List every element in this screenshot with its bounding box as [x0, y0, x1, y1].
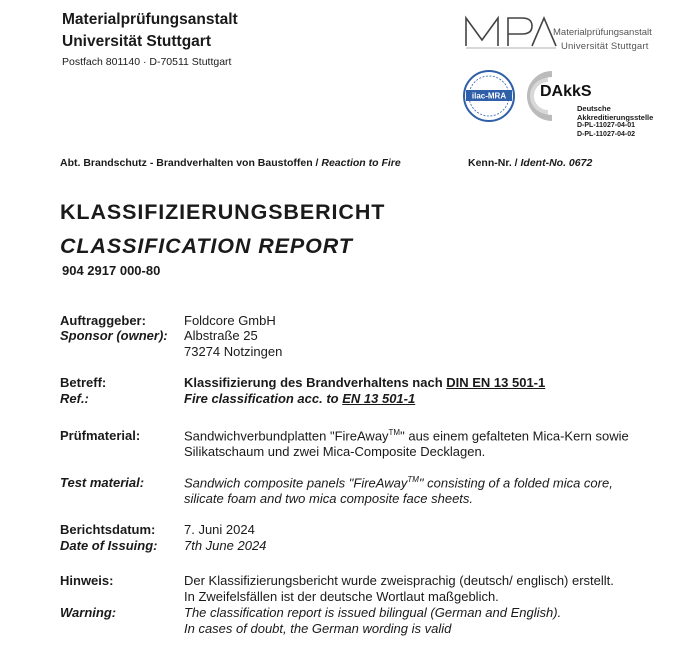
ref-de-norm: DIN EN 13 501-1 — [446, 375, 546, 390]
ref-en-norm: EN 13 501-1 — [342, 391, 416, 406]
material-label-en: Test material: — [60, 475, 145, 490]
report-number: 904 2917 000-80 — [62, 263, 161, 278]
note-de-line2: In Zweifelsfällen ist der deutsche Wortlaut maßgeblich. — [184, 589, 499, 604]
date-en: 7th June 2024 — [184, 538, 267, 553]
ref-label-en: Ref.: — [60, 391, 89, 406]
ref-en — [184, 391, 415, 406]
sponsor-label-de: Auftraggeber: — [60, 313, 146, 328]
material-en-1b: " consisting of a folded mica core, — [418, 475, 613, 491]
report-title-de: KLASSIFIZIERUNGSBERICHT — [60, 200, 386, 224]
date-label-en: Date of Issuing: — [60, 538, 158, 553]
department-en: Reaction to Fire — [321, 157, 401, 169]
dakks-title: DAkkS — [540, 83, 592, 100]
dakks-subtitle-2: Akkreditierungsstelle — [577, 113, 654, 122]
ref-de-prefix: Klassifizierung des Brandverhaltens nach — [184, 375, 447, 390]
mpa-logo-icon — [462, 12, 558, 54]
material-de-1a: Sandwichverbundplatten "FireAway — [184, 428, 389, 444]
note-de-line1: Der Klassifizierungsbericht wurde zweisprachig (deutsch/ englisch) erstellt. — [184, 573, 614, 588]
sponsor-name: Foldcore GmbH — [184, 313, 276, 328]
mpa-name-line1: Materialprüfungsanstalt — [553, 27, 652, 38]
ref-label-de: Betreff: — [60, 375, 107, 390]
date-de: 7. Juni 2024 — [184, 522, 255, 537]
note-en-line2: In cases of doubt, the German wording is valid — [184, 621, 452, 636]
sponsor-street: Albstraße 25 — [184, 328, 258, 343]
report-title-en: CLASSIFICATION REPORT — [60, 234, 353, 258]
ident-number — [468, 157, 592, 169]
material-de-1b: " aus einem gefalteten Mica-Kern sowie — [400, 428, 629, 444]
mpa-name-line2: Universität Stuttgart — [561, 41, 649, 52]
org-name-line2: Universität Stuttgart — [62, 33, 211, 50]
trademark-mark-en: TM — [407, 475, 419, 484]
ref-de — [184, 375, 545, 390]
material-en-line2: silicate foam and two mica composite face sheets. — [184, 491, 474, 506]
note-en-line1: The classification report is issued bilingual (German and English). — [184, 605, 562, 620]
dakks-id-1: D-PL-11027-04-01 — [577, 122, 635, 129]
svg-text:ilac-MRA: ilac-MRA — [471, 91, 507, 101]
material-de-line1 — [184, 428, 629, 443]
department-line — [60, 157, 401, 169]
note-label-en: Warning: — [60, 605, 117, 620]
ilac-mra-logo-icon — [461, 68, 517, 124]
material-en-line1 — [184, 475, 613, 490]
org-address: Postfach 801140 · D-70511 Stuttgart — [62, 56, 232, 68]
ident-de: Kenn-Nr. / — [468, 157, 521, 169]
org-name-line1: Materialprüfungsanstalt — [62, 11, 238, 28]
ref-en-prefix: Fire classification acc. to — [184, 391, 343, 406]
dakks-subtitle-1: Deutsche — [577, 104, 611, 113]
sponsor-label-en: Sponsor (owner): — [60, 328, 168, 343]
ident-en: Ident-No. 0672 — [520, 157, 593, 169]
note-label-de: Hinweis: — [60, 573, 114, 588]
trademark-mark: TM — [388, 428, 401, 437]
material-en-1a: Sandwich composite panels "FireAway — [184, 475, 408, 491]
material-label-de: Prüfmaterial: — [60, 428, 141, 443]
material-de-line2: Silikatschaum und zwei Mica-Composite Decklagen. — [184, 444, 486, 459]
date-label-de: Berichtsdatum: — [60, 522, 156, 537]
dakks-id-2: D-PL-11027-04-02 — [577, 131, 635, 138]
department-de: Abt. Brandschutz - Brandverhalten von Baustoffen / — [60, 157, 322, 169]
sponsor-city: 73274 Notzingen — [184, 344, 283, 359]
